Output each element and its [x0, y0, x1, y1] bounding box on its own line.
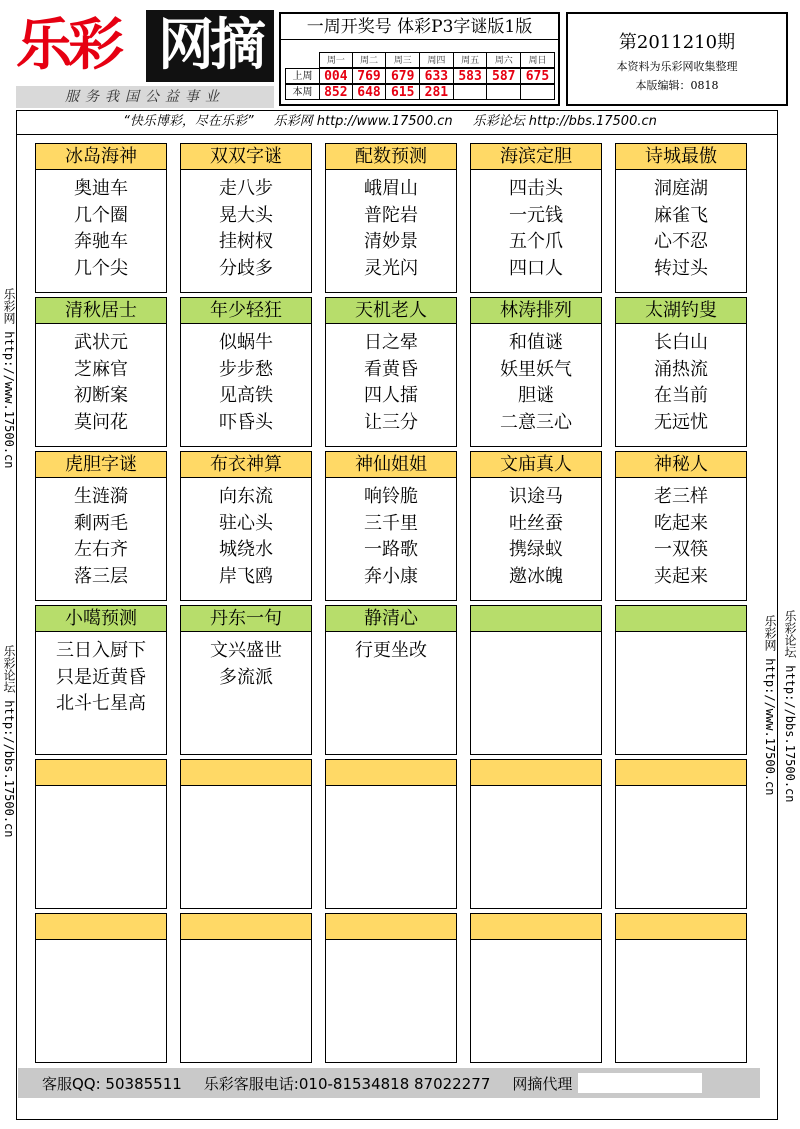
prediction-card-title: 神仙姐姐	[326, 452, 456, 478]
prediction-line: 吃起来	[654, 512, 708, 534]
prediction-card-body	[616, 324, 746, 436]
prediction-line: 只是近黄昏	[56, 666, 146, 688]
prediction-card-body	[181, 940, 311, 946]
prediction-line: 一双筷	[654, 539, 708, 560]
prediction-card-body	[326, 324, 456, 436]
prediction-line: 峨眉山	[364, 178, 418, 199]
banner-site-link[interactable]: 乐彩网 http://www.17500.cn	[273, 114, 453, 129]
prediction-line: 几个圈	[74, 204, 128, 226]
prediction-card-body	[326, 632, 456, 665]
prediction-line: 挂树杈	[219, 231, 273, 252]
prediction-line: 妖里妖气	[500, 358, 572, 380]
draw-number	[521, 84, 555, 100]
prediction-line: 几个尖	[74, 257, 128, 279]
logo-black-text: 网摘	[146, 10, 274, 82]
prediction-line: 清妙景	[364, 231, 418, 252]
draw-row-label: 上周	[285, 68, 319, 84]
prediction-line: 生涟漪	[74, 486, 128, 507]
prediction-card-title: 双双字谜	[181, 144, 311, 170]
prediction-card-title: 配数预测	[326, 144, 456, 170]
prediction-line: 在当前	[654, 385, 708, 406]
draw-number: 583	[454, 68, 488, 84]
prediction-line: 和值谜	[509, 332, 563, 353]
prediction-line: 无远忧	[654, 411, 708, 433]
prediction-card	[325, 913, 457, 1063]
prediction-line: 剩两毛	[74, 512, 128, 534]
issue-number: 第2011210期	[618, 32, 736, 53]
prediction-card-body	[471, 940, 601, 946]
prediction-card-body	[616, 170, 746, 282]
draw-number: 769	[353, 68, 387, 84]
prediction-line: 分歧多	[219, 257, 273, 279]
prediction-card-body	[36, 940, 166, 946]
prediction-card-title: 丹东一句	[181, 606, 311, 632]
logo-slogan: 服务我国公益事业	[16, 86, 274, 108]
prediction-line: 奥迪车	[74, 178, 128, 199]
prediction-line: 行更坐改	[355, 640, 427, 661]
prediction-card-body	[471, 632, 601, 638]
draw-number: 852	[319, 84, 353, 100]
prediction-card-body	[616, 940, 746, 946]
prediction-line: 日之晕	[364, 332, 418, 353]
prediction-line: 左右齐	[74, 539, 128, 560]
prediction-line: 奔小康	[364, 565, 418, 587]
prediction-card-title	[616, 606, 746, 632]
day-tue: 周二	[353, 52, 387, 68]
prediction-card	[470, 297, 602, 447]
prediction-card	[180, 605, 312, 755]
draw-number: 675	[521, 68, 555, 84]
prediction-card-body	[616, 478, 746, 590]
prediction-card	[35, 143, 167, 293]
draw-number: 648	[353, 84, 387, 100]
prediction-card-title	[471, 606, 601, 632]
prediction-card-title	[326, 760, 456, 786]
prediction-card-title	[181, 914, 311, 940]
prediction-card-body	[471, 786, 601, 792]
prediction-line: 四人擂	[364, 385, 418, 406]
prediction-card-title: 虎胆字谜	[36, 452, 166, 478]
prediction-card	[615, 297, 747, 447]
weekly-draw-table	[285, 52, 555, 100]
prediction-line: 携绿蚁	[509, 539, 563, 560]
prediction-card	[180, 913, 312, 1063]
prediction-line: 初断案	[74, 385, 128, 406]
weekly-draw-title: 一周开奖号 体彩P3字谜版1版	[281, 14, 558, 40]
issue-box	[566, 12, 788, 106]
prediction-line: 识途马	[509, 486, 563, 507]
prediction-line: 吐丝蚕	[509, 512, 563, 534]
prediction-card-title: 太湖钓叟	[616, 298, 746, 324]
prediction-card	[615, 143, 747, 293]
day-mon: 周一	[319, 52, 353, 68]
day-sun: 周日	[521, 52, 555, 68]
prediction-card	[615, 913, 747, 1063]
prediction-line: 走八步	[219, 178, 273, 199]
draw-row-label: 本周	[285, 84, 319, 100]
prediction-card	[470, 605, 602, 755]
prediction-card-title: 冰岛海神	[36, 144, 166, 170]
prediction-line: 吓昏头	[219, 411, 273, 433]
prediction-line: 多流派	[219, 666, 273, 688]
prediction-card-title	[36, 760, 166, 786]
prediction-line: 似蜗牛	[219, 332, 273, 353]
prediction-line: 向东流	[219, 486, 273, 507]
day-thu: 周四	[420, 52, 454, 68]
banner-forum-link[interactable]: 乐彩论坛 http://bbs.17500.cn	[472, 114, 657, 129]
prediction-line: 转过头	[654, 257, 708, 279]
prediction-card-body	[471, 170, 601, 282]
prediction-card-title: 静清心	[326, 606, 456, 632]
prediction-card	[325, 759, 457, 909]
prediction-line: 心不忍	[654, 231, 708, 252]
prediction-card	[470, 143, 602, 293]
prediction-card-body	[471, 324, 601, 436]
prediction-card-title: 文庙真人	[471, 452, 601, 478]
prediction-card-body	[616, 786, 746, 792]
side-text-right-outer: 乐彩论坛 http://bbs.17500.cn	[783, 610, 797, 803]
prediction-card	[325, 143, 457, 293]
prediction-card	[180, 759, 312, 909]
prediction-card-title	[471, 760, 601, 786]
prediction-line: 响铃脆	[364, 486, 418, 507]
prediction-line: 步步愁	[219, 358, 273, 380]
prediction-card-body	[36, 170, 166, 282]
prediction-card	[470, 913, 602, 1063]
prediction-line: 灵光闪	[364, 257, 418, 279]
day-sat: 周六	[487, 52, 521, 68]
prediction-line: 岸飞鸥	[219, 565, 273, 587]
prediction-line: 普陀岩	[364, 204, 418, 226]
prediction-card-body	[36, 632, 166, 718]
prediction-card-title	[471, 914, 601, 940]
prediction-card-body	[181, 170, 311, 282]
draw-days-row	[285, 52, 555, 68]
prediction-card	[35, 759, 167, 909]
prediction-card-body	[471, 478, 601, 590]
prediction-card-title	[181, 760, 311, 786]
prediction-line: 老三样	[654, 486, 708, 507]
side-text-left-top: 乐彩网 http://www.17500.cn	[2, 288, 16, 469]
draw-number: 281	[420, 84, 454, 100]
prediction-line: 落三层	[74, 565, 128, 587]
draw-number: 615	[386, 84, 420, 100]
prediction-line: 四口人	[509, 257, 563, 279]
logo	[16, 10, 274, 106]
side-text-left-bottom: 乐彩论坛 http://bbs.17500.cn	[2, 645, 16, 838]
prediction-card	[615, 605, 747, 755]
banner-divider	[16, 134, 778, 135]
prediction-card-title: 神秘人	[616, 452, 746, 478]
prediction-card	[35, 451, 167, 601]
prediction-line: 驻心头	[219, 512, 273, 534]
prediction-line: 夹起来	[654, 565, 708, 587]
prediction-card-body	[181, 632, 311, 691]
banner	[20, 112, 760, 132]
prediction-card	[35, 605, 167, 755]
footer-agent-label: 网摘代理	[512, 1074, 573, 1093]
issue-note: 本资料为乐彩网收集整理	[616, 60, 738, 73]
prediction-line: 麻雀飞	[654, 204, 708, 226]
prediction-line: 二意三心	[500, 411, 572, 433]
prediction-line: 见高铁	[219, 385, 273, 406]
footer-phone: 乐彩客服电话:010-81534818 87022277	[203, 1074, 491, 1093]
prediction-card-title: 清秋居士	[36, 298, 166, 324]
prediction-card	[35, 297, 167, 447]
prediction-card-title	[616, 914, 746, 940]
prediction-card-body	[181, 786, 311, 792]
prediction-card	[325, 605, 457, 755]
prediction-line: 五个爪	[509, 231, 563, 252]
prediction-card	[325, 297, 457, 447]
prediction-line: 一元钱	[509, 204, 563, 226]
prediction-line: 城绕水	[219, 539, 273, 560]
prediction-card	[180, 297, 312, 447]
draw-number: 679	[386, 68, 420, 84]
prediction-line: 洞庭湖	[654, 178, 708, 199]
prediction-line: 奔驰车	[74, 231, 128, 252]
draw-number: 587	[487, 68, 521, 84]
prediction-line: 看黄昏	[364, 358, 418, 380]
draw-number: 004	[319, 68, 353, 84]
prediction-line: 北斗七星高	[56, 693, 146, 714]
prediction-card-body	[326, 478, 456, 590]
prediction-line: 三千里	[364, 512, 418, 534]
prediction-card-body	[181, 478, 311, 590]
prediction-line: 三日入厨下	[56, 640, 146, 661]
prediction-card-body	[616, 632, 746, 638]
prediction-card	[470, 759, 602, 909]
prediction-card-title: 小噶预测	[36, 606, 166, 632]
prediction-card	[35, 913, 167, 1063]
prediction-line: 芝麻官	[74, 358, 128, 380]
day-wed: 周三	[386, 52, 420, 68]
prediction-line: 邀冰魄	[509, 565, 563, 587]
prediction-card-body	[181, 324, 311, 436]
prediction-card-body	[36, 478, 166, 590]
prediction-line: 一路歌	[364, 539, 418, 560]
prediction-card-body	[326, 940, 456, 946]
prediction-line: 长白山	[654, 332, 708, 353]
draw-this-week-row	[285, 84, 555, 100]
footer-agent-field	[578, 1073, 702, 1093]
weekly-draw-box	[279, 12, 560, 106]
prediction-card-body	[36, 324, 166, 436]
prediction-card	[180, 143, 312, 293]
prediction-card-body	[36, 786, 166, 792]
prediction-card-title	[36, 914, 166, 940]
draw-number	[487, 84, 521, 100]
prediction-card	[615, 759, 747, 909]
prediction-card	[470, 451, 602, 601]
day-fri: 周五	[454, 52, 488, 68]
prediction-line: 涌热流	[654, 358, 708, 380]
prediction-line: 莫问花	[74, 411, 128, 433]
banner-slogan: “快乐博彩，尽在乐彩”	[123, 114, 254, 129]
prediction-card-title: 天机老人	[326, 298, 456, 324]
prediction-line: 胆谜	[518, 385, 554, 406]
draw-number	[454, 84, 488, 100]
prediction-card-title	[326, 914, 456, 940]
prediction-line: 四击头	[509, 178, 563, 199]
prediction-card-title: 林涛排列	[471, 298, 601, 324]
prediction-card	[325, 451, 457, 601]
draw-last-week-row	[285, 68, 555, 84]
prediction-card-title: 诗城最傲	[616, 144, 746, 170]
prediction-line: 让三分	[364, 411, 418, 433]
prediction-card	[180, 451, 312, 601]
prediction-line: 武状元	[74, 332, 128, 353]
footer-qq: 客服QQ: 50385511	[42, 1074, 182, 1093]
prediction-line: 晃大头	[219, 204, 273, 226]
prediction-card	[615, 451, 747, 601]
prediction-card-title: 布衣神算	[181, 452, 311, 478]
prediction-card-title	[616, 760, 746, 786]
prediction-line: 文兴盛世	[210, 640, 282, 661]
prediction-card-title: 海滨定胆	[471, 144, 601, 170]
side-text-right-inner: 乐彩网 http://www.17500.cn	[763, 615, 777, 796]
prediction-card-body	[326, 786, 456, 792]
footer	[18, 1068, 760, 1098]
logo-red-text: 乐彩	[16, 10, 146, 82]
issue-editor: 本版编辑：0818	[635, 79, 719, 92]
prediction-card-title: 年少轻狂	[181, 298, 311, 324]
prediction-card-body	[326, 170, 456, 282]
draw-number: 633	[420, 68, 454, 84]
